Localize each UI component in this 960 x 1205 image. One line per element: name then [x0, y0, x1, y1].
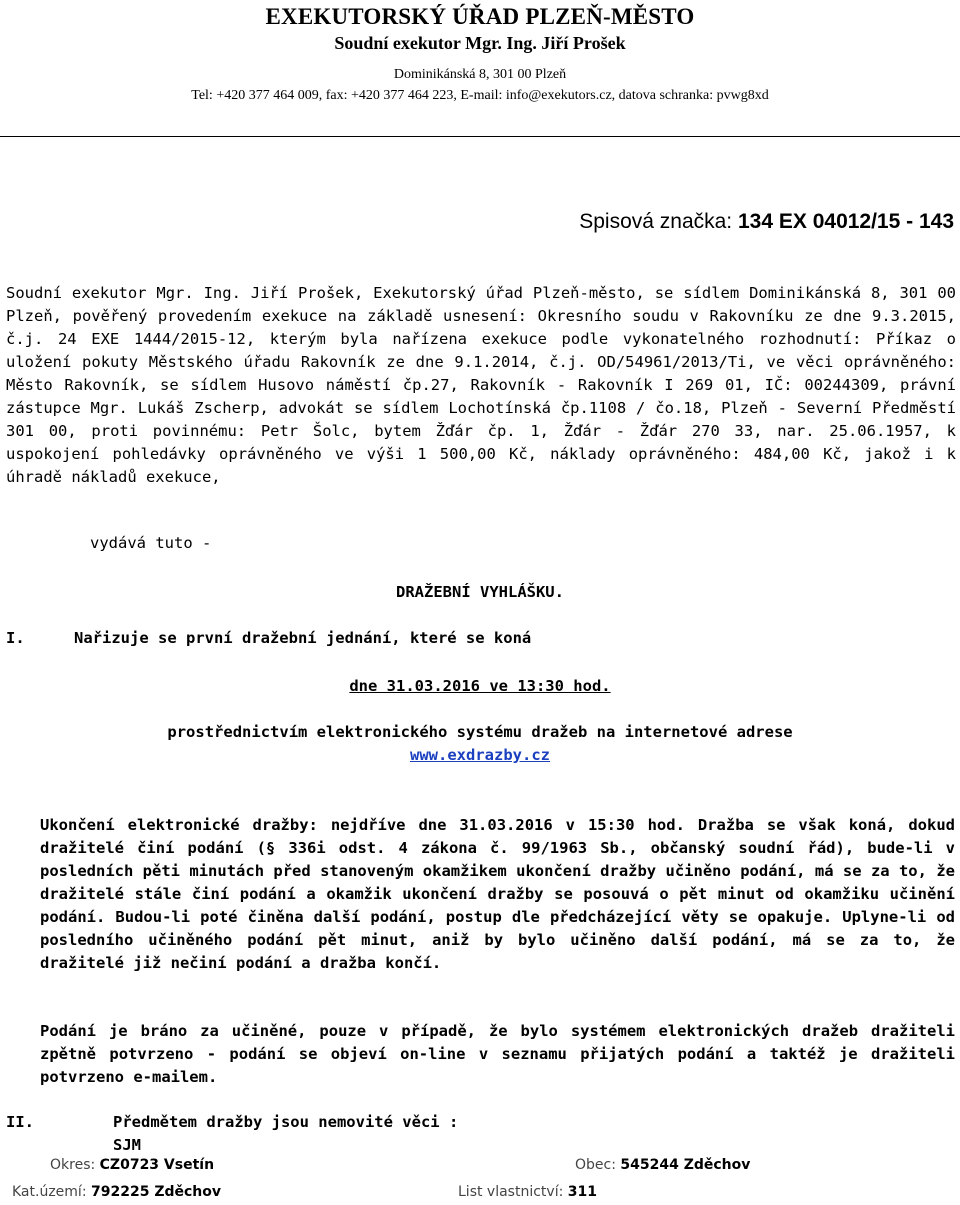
bid-confirmation-paragraph: Podání je bráno za učiněné, pouze v případě, že bylo systémem elektronických dražeb dražiteli zpětně potvrzeno - podání se objeví on-line v seznamu přijatých podání a taktéž je dražiteli potvrzeno e-mailem. — [40, 1022, 955, 1086]
case-reference-number: 134 EX 04012/15 - 143 — [737, 210, 954, 233]
document-title: DRAŽEBNÍ VYHLÁŠKU. — [396, 583, 564, 601]
office-contact: Tel: +420 377 464 009, fax: +420 377 464 223, E-mail: info@exekutors.cz, datova schranka: pvwg8xd — [191, 88, 769, 103]
cadastre-okres-label: Okres: — [50, 1157, 96, 1173]
case-reference-label: Spisová značka: — [579, 210, 733, 233]
section-2-sub: SJM — [113, 1136, 141, 1154]
cadastre-obec-label: Obec: — [575, 1157, 616, 1173]
section-1-number: I. — [6, 629, 25, 647]
auction-system-text: prostřednictvím elektronického systému dražeb na internetové adrese — [167, 723, 793, 741]
auction-system — [0, 721, 960, 767]
issues-line: vydává tuto - — [90, 534, 212, 552]
auction-date — [0, 677, 960, 695]
cadastre-lv-value: 311 — [567, 1184, 597, 1200]
section-1-text: Nařizuje se první dražební jednání, které se koná — [74, 629, 532, 647]
cadastre-lv-label: List vlastnictví: — [458, 1184, 564, 1200]
cadastre-obec — [575, 1157, 750, 1173]
office-address: Dominikánská 8, 301 00 Plzeň — [393, 67, 567, 82]
auction-date-text: dne 31.03.2016 ve 13:30 hod. — [349, 677, 611, 695]
auction-url-link[interactable]: www.exdrazby.cz — [410, 746, 550, 764]
cadastre-okres — [50, 1157, 214, 1173]
cadastre-katuz-value: 792225 Zděchov — [91, 1184, 221, 1200]
cadastre-lv — [458, 1184, 597, 1200]
office-title: EXEKUTORSKÝ ÚŘAD PLZEŇ-MĚSTO — [265, 4, 695, 29]
executor-name: Soudní exekutor Mgr. Ing. Jiří Prošek — [334, 33, 626, 53]
cadastre-katuz-label: Kat.území: — [12, 1184, 87, 1200]
cadastre-obec-value: 545244 Zděchov — [620, 1157, 751, 1173]
section-2-heading — [6, 1111, 458, 1157]
section-1-heading — [6, 629, 531, 647]
auction-end-paragraph: Ukončení elektronické dražby: nejdříve dne 31.03.2016 v 15:30 hod. Dražba se však koná, dokud dražitelé činí podání (§ 336i odst. 4 zákona č. 99/1963 Sb., občanský soudní řád), bude-li v posledních pěti minutách před stanoveným okamžikem ukončení dražby učiněno podání, má se za to, že dražitelé stále činí podání a okamžik ukončení dražby se posouvá o pět minut od okamžiku učinění podání. Budou-li poté činěna další podání, postup dle předcházející věty se opakuje. Uplyne-li od posledního učiněného podání pět minut, aniž by bylo učiněno další podání, má se za to, že dražitelé již nečiní podání a dražba končí. — [40, 816, 955, 972]
intro-paragraph: Soudní exekutor Mgr. Ing. Jiří Prošek, Exekutorský úřad Plzeň-město, se sídlem Dominikánská 8, 301 00 Plzeň, pověřený provedením exekuce na základě usnesení: Okresního soudu v Rakovníku ze dne 9.3.2015, č.j. 24 EXE 1444/2015-12, kterým byla nařízena exekuce podle vykonatelného rozhodnutí: Příkaz o uložení pokuty Městského úřadu Rakovník ze dne 9.1.2014, č.j. OD/54961/2013/Ti, ve věci oprávněného: Město Rakovník, se sídlem Husovo náměstí čp.27, Rakovník - Rakovník I 269 01, IČ: 00244309, právní zástupce Mgr. Lukáš Zscherp, advokát se sídlem Lochotínská čp.1108 / čo.18, Plzeň - Severní Předměstí 301 00, proti povinnému: Petr Šolc, bytem Žďár čp. 1, Žďár - Žďár 270 33, nar. 25.06.1957, k uspokojení pohledávky oprávněného ve výši 1 500,00 Kč, náklady oprávněného: 484,00 Kč, jakož i k úhradě nákladů exekuce, — [6, 284, 956, 486]
cadastre-katuz — [12, 1184, 221, 1200]
cadastre-okres-value: CZ0723 Vsetín — [99, 1157, 215, 1173]
header-divider — [0, 136, 960, 137]
case-reference — [579, 210, 954, 234]
section-2-number: II. — [6, 1113, 34, 1131]
section-2-text: Předmětem dražby jsou nemovité věci : — [113, 1113, 459, 1131]
